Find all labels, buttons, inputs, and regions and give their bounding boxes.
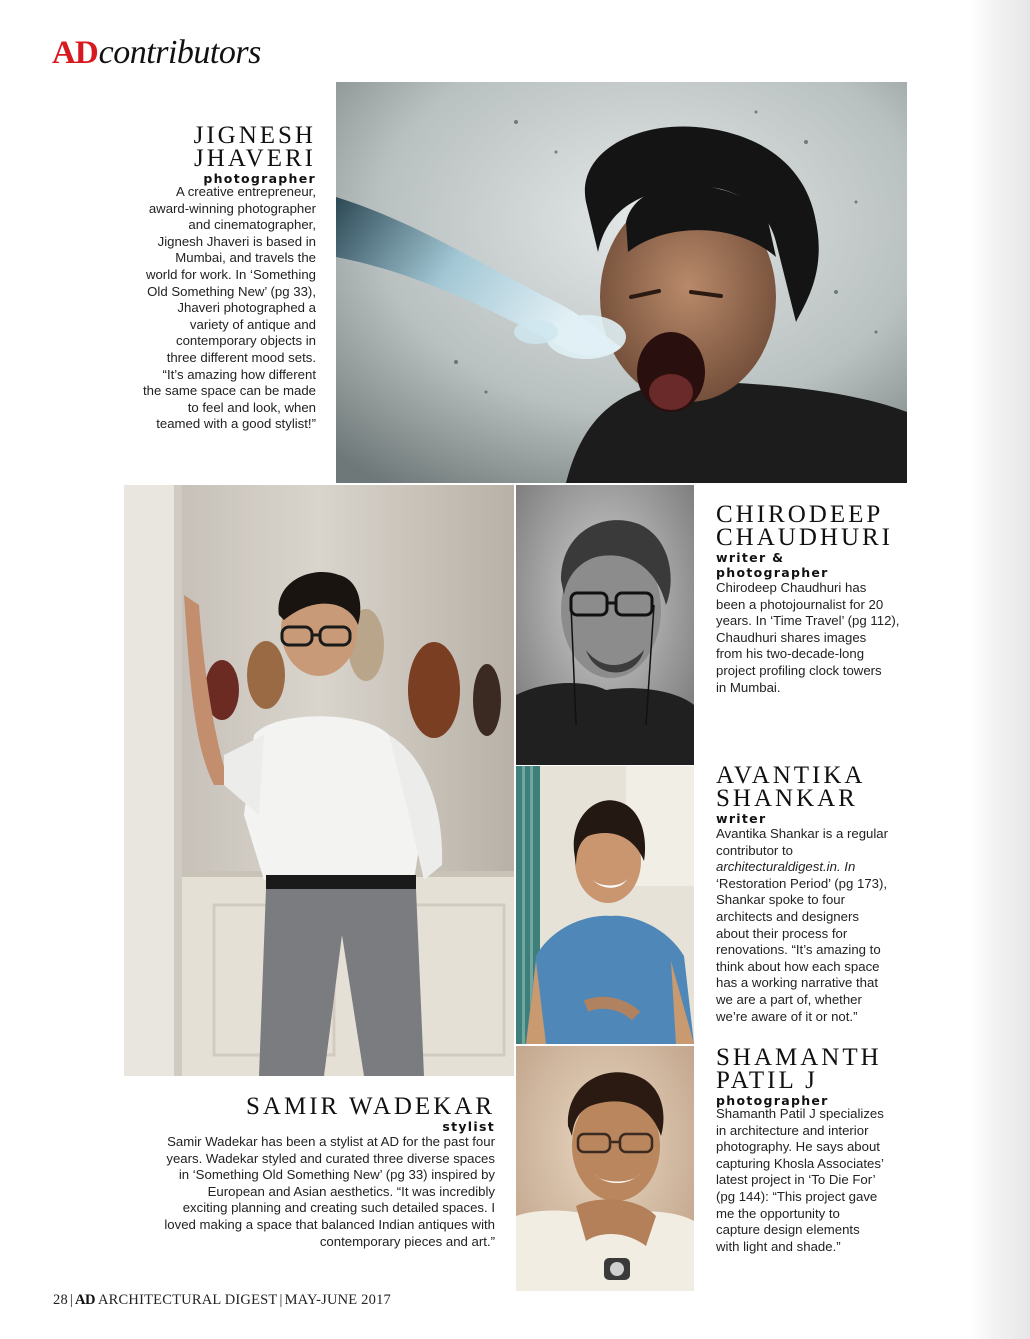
bio-line: in ‘Something Old Something New’ (pg 33) inspired by	[178, 1167, 495, 1183]
bio-line: with light and shade.”	[716, 1238, 841, 1254]
footer-ad-logo: AD	[75, 1292, 95, 1308]
bio-line: three different mood sets.	[166, 349, 316, 365]
bio-line: photography. He says about	[716, 1139, 880, 1155]
bio-line: and cinematographer,	[188, 217, 316, 233]
shamanth-patil-j-photo	[516, 1046, 694, 1291]
bio-line: European and Asian aesthetics. “It was incredibly	[207, 1183, 495, 1199]
bio-line: from his two-decade-long	[716, 646, 865, 662]
bio-line: architecturaldigest.in. In	[716, 859, 856, 875]
avantika-shankar-photo	[516, 766, 694, 1044]
bio-line: Old Something New’ (pg 33),	[147, 283, 316, 299]
bio-line: latest project in ‘To Die For’	[716, 1172, 876, 1188]
bio-line: we’re aware of it or not.”	[716, 1008, 858, 1024]
bio-line: contributor to	[716, 842, 793, 858]
contributor-name: PATIL J	[716, 1067, 818, 1094]
bio-line: about their process for	[716, 925, 848, 941]
issue-date: MAY-JUNE 2017	[284, 1292, 391, 1308]
section-header	[52, 34, 261, 78]
bio-line: capturing Khosla Associates’	[716, 1155, 884, 1171]
bio-line: years. In ‘Time Travel’ (pg 112),	[716, 613, 900, 629]
bio-line: exciting planning and creating such detailed spaces. I	[182, 1200, 495, 1216]
contributor-name: CHIRODEEP	[716, 501, 884, 528]
page-number: 28	[53, 1292, 68, 1308]
bio-line: Mumbai, and travels the	[175, 250, 316, 266]
bio-line: Shamanth Patil J specializes	[716, 1106, 884, 1121]
bio-line: award-winning photographer	[148, 200, 316, 216]
contributor-jignesh-jhaveri	[110, 124, 316, 186]
bio-line: think about how each space	[716, 958, 880, 974]
bio-line: been a photojournalist for 20	[716, 596, 884, 612]
bio-line: contemporary objects in	[175, 333, 316, 349]
bio-line: the same space can be made	[142, 383, 316, 399]
contributor-name: CHAUDHURI	[716, 524, 893, 551]
bio-line: contemporary pieces and art.”	[319, 1233, 495, 1249]
bio-line: variety of antique and	[189, 316, 316, 332]
contributor-name: SHAMANTH	[716, 1044, 882, 1071]
page-edge-shadow	[970, 0, 1030, 1339]
bio-line: Avantika Shankar is a regular	[716, 826, 889, 841]
bio-line: in architecture and interior	[716, 1122, 869, 1138]
contributor-shamanth-patil-j	[716, 1046, 916, 1108]
contributor-bio	[716, 580, 916, 696]
bio-line: world for work. In ‘Something	[145, 266, 316, 282]
bio-line: we are a part of, whether	[716, 991, 862, 1007]
contributor-bio	[100, 1134, 495, 1250]
bio-line: has a working narrative that	[716, 975, 878, 991]
contributor-name: JHAVERI	[194, 145, 316, 172]
footer-divider: |	[279, 1292, 283, 1308]
contributor-role: stylist	[442, 1119, 495, 1134]
bio-line: Chaudhuri shares images	[716, 629, 867, 645]
contributor-name: AVANTIKA	[716, 762, 866, 789]
ad-logo: AD	[52, 35, 98, 71]
bio-line: capture design elements	[716, 1222, 860, 1238]
contributor-bio	[716, 1106, 916, 1255]
samir-wadekar-photo	[124, 485, 514, 1076]
bio-line: Jignesh Jhaveri is based in	[157, 233, 316, 249]
bio-line: Samir Wadekar has been a stylist at AD for the past four	[167, 1134, 495, 1149]
bio-line: teamed with a good stylist!”	[156, 416, 316, 432]
contributor-avantika-shankar	[716, 764, 916, 826]
bio-line: A creative entrepreneur,	[175, 184, 316, 199]
bio-line: renovations. “It’s amazing to	[716, 942, 881, 958]
bio-line: years. Wadekar styled and curated three diverse spaces	[166, 1150, 495, 1166]
bio-line: Shankar spoke to four	[716, 892, 846, 908]
chirodeep-chaudhuri-photo	[516, 485, 694, 765]
contributor-bio	[100, 184, 316, 433]
jignesh-jhaveri-photo	[336, 82, 907, 483]
contributor-name: SAMIR WADEKAR	[246, 1093, 495, 1120]
bio-line: to feel and look, when	[187, 399, 316, 415]
bio-line: loved making a space that balanced Indian antiques with	[164, 1216, 495, 1232]
contributor-name: SHANKAR	[716, 785, 858, 812]
contributor-samir-wadekar	[120, 1095, 495, 1134]
bio-line: ‘Restoration Period’ (pg 173),	[716, 875, 888, 891]
contributor-role: writer	[716, 811, 767, 826]
contributor-role: writer &	[716, 550, 785, 565]
bio-line: (pg 144): “This project gave	[716, 1188, 878, 1204]
bio-line: Chirodeep Chaudhuri has	[716, 580, 867, 595]
bio-line: project profiling clock towers	[716, 662, 882, 678]
contributor-role: photographer	[203, 171, 316, 186]
bio-line: in Mumbai.	[716, 679, 781, 695]
page-footer	[53, 1292, 391, 1309]
contributor-role: photographer	[716, 1093, 829, 1108]
publication-name: ARCHITECTURAL DIGEST	[98, 1292, 278, 1308]
contributor-chirodeep-chaudhuri	[716, 503, 916, 580]
contributor-name: JIGNESH	[193, 122, 316, 149]
contributor-bio	[716, 826, 916, 1025]
bio-line: “It’s amazing how different	[162, 366, 316, 382]
bio-line: architects and designers	[716, 908, 859, 924]
contributor-role: photographer	[716, 565, 829, 580]
bio-line: me the opportunity to	[716, 1205, 840, 1221]
footer-divider: |	[69, 1292, 74, 1308]
bio-line: Jhaveri photographed a	[177, 300, 316, 316]
section-title: contributors	[98, 34, 261, 71]
